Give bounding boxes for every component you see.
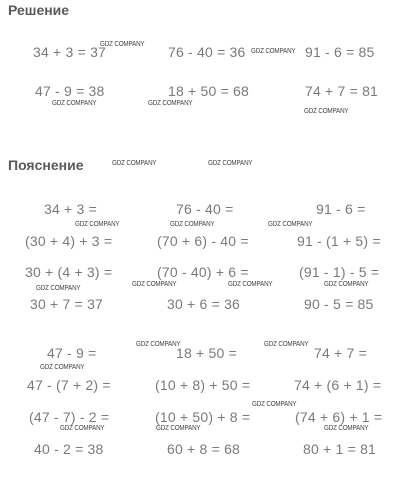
- explanation-step: 91 - (1 + 5) =: [297, 233, 381, 249]
- explanation-step: 47 - (7 + 2) =: [27, 377, 111, 393]
- explanation-step: (74 + 6) + 1 =: [295, 409, 383, 425]
- explanation-step: 60 + 8 = 68: [167, 441, 241, 457]
- explanation-step: 30 + 6 = 36: [167, 296, 241, 312]
- explanation-step: 74 + 7 =: [314, 345, 367, 361]
- explanation-step: 30 + 7 = 37: [30, 296, 104, 312]
- watermark: GDZ COMPANY: [36, 285, 81, 292]
- solution-equation: 76 - 40 = 36: [168, 44, 246, 60]
- solution-equation: 74 + 7 = 81: [305, 83, 379, 99]
- explanation-step: (47 - 7) - 2 =: [29, 409, 110, 425]
- watermark: GDZ COMPANY: [112, 160, 157, 167]
- explanation-step: 76 - 40 =: [176, 201, 234, 217]
- watermark: GDZ COMPANY: [252, 401, 297, 408]
- watermark: GDZ COMPANY: [170, 221, 215, 228]
- solution-heading: Решение: [8, 2, 70, 18]
- explanation-step: (70 - 40) + 6 =: [157, 264, 249, 280]
- watermark: GDZ COMPANY: [52, 100, 97, 107]
- explanation-step: (10 + 8) + 50 =: [155, 377, 251, 393]
- explanation-heading: Пояснение: [8, 157, 84, 173]
- explanation-step: 18 + 50 =: [176, 345, 237, 361]
- watermark: GDZ COMPANY: [40, 364, 85, 371]
- watermark: GDZ COMPANY: [264, 341, 309, 348]
- watermark: GDZ COMPANY: [228, 281, 273, 288]
- explanation-step: (10 + 50) + 8 =: [155, 409, 251, 425]
- watermark: GDZ COMPANY: [148, 100, 193, 107]
- explanation-step: 40 - 2 = 38: [34, 441, 104, 457]
- explanation-step: 91 - 6 =: [316, 201, 366, 217]
- solution-equation: 34 + 3 = 37: [33, 44, 107, 60]
- explanation-step: (30 + 4) + 3 =: [25, 233, 113, 249]
- watermark: GDZ COMPANY: [251, 48, 296, 55]
- watermark: GDZ COMPANY: [132, 281, 177, 288]
- solution-equation: 18 + 50 = 68: [168, 83, 250, 99]
- solution-equation: 91 - 6 = 85: [305, 44, 375, 60]
- explanation-step: 90 - 5 = 85: [304, 296, 374, 312]
- watermark: GDZ COMPANY: [156, 425, 201, 432]
- watermark: GDZ COMPANY: [304, 108, 349, 115]
- explanation-step: (70 + 6) - 40 =: [157, 233, 249, 249]
- watermark: GDZ COMPANY: [100, 41, 145, 48]
- watermark: GDZ COMPANY: [268, 221, 313, 228]
- watermark: GDZ COMPANY: [324, 425, 369, 432]
- watermark: GDZ COMPANY: [75, 221, 120, 228]
- explanation-step: 47 - 9 =: [47, 345, 97, 361]
- watermark: GDZ COMPANY: [208, 160, 253, 167]
- watermark: GDZ COMPANY: [324, 281, 369, 288]
- explanation-step: 34 + 3 =: [44, 201, 97, 217]
- explanation-step: 74 + (6 + 1) =: [294, 377, 382, 393]
- watermark: GDZ COMPANY: [60, 425, 105, 432]
- explanation-step: (91 - 1) - 5 =: [299, 264, 380, 280]
- watermark: GDZ COMPANY: [136, 341, 181, 348]
- explanation-step: 30 + (4 + 3) =: [25, 264, 113, 280]
- explanation-step: 80 + 1 = 81: [303, 441, 377, 457]
- solution-equation: 47 - 9 = 38: [35, 83, 105, 99]
